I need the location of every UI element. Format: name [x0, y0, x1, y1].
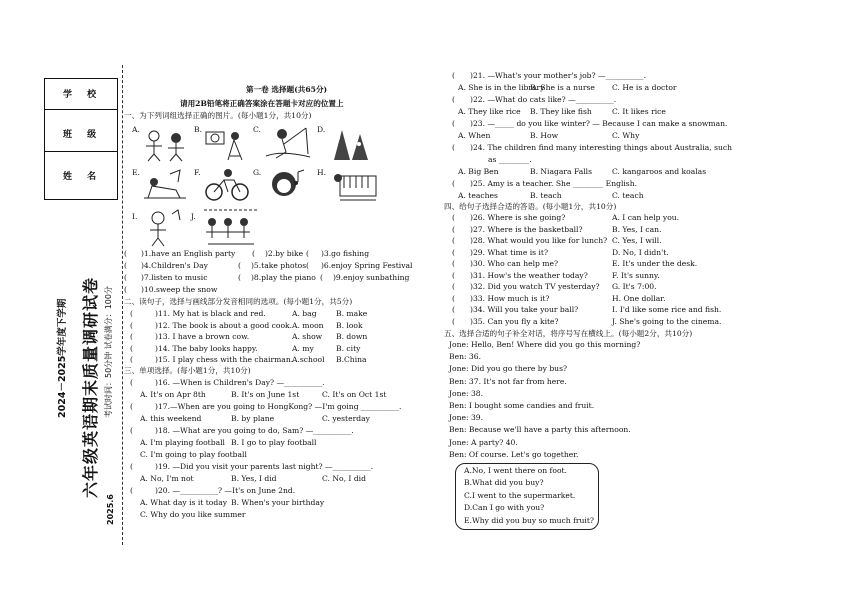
option-a: A. It's on Apr 8th: [140, 390, 206, 399]
option-b: B. They like fish: [530, 107, 592, 116]
option-b: B. look: [336, 320, 363, 330]
answer-option: F. It's sunny.: [612, 270, 660, 280]
question-text: )30. Who can help me?: [470, 259, 559, 268]
option-b: B. She is a nurse: [530, 83, 595, 92]
option-c: C. kangaroos and koalas: [612, 167, 707, 176]
pic-label-d: D.: [317, 125, 326, 134]
question-text-cont: as ________.: [488, 155, 532, 164]
pic-label-a: A.: [132, 125, 140, 134]
answer-paren: (: [130, 355, 133, 364]
pic-label-b: B.: [194, 125, 202, 134]
option-b: B. How: [530, 131, 559, 140]
answer-option: D. No, I didn't.: [612, 247, 669, 257]
answer-paren: (: [452, 259, 455, 268]
box-option: A.No, I went there on foot.: [464, 466, 567, 475]
exam-date: 2025.6: [106, 494, 115, 525]
picture-e-sunbathing: [140, 168, 190, 204]
picture-i-spring-festival: [140, 206, 184, 248]
question-text: )20. —__________? —It's on June 2nd.: [155, 486, 296, 495]
picture-d-snowy-trees: [326, 124, 376, 162]
option-a: A. They like rice: [458, 107, 521, 116]
question-text: )21. —What's your mother's job? —__________.: [470, 71, 647, 80]
option-a: A. I'm playing football: [140, 438, 225, 447]
dialog-line: Ben: Of course. Let's go together.: [449, 449, 579, 459]
option-b: B. by plane: [231, 414, 275, 423]
answer-paren: (: [452, 71, 455, 80]
question-text: )25. Amy is a teacher. She ________ English.: [470, 179, 637, 188]
answer-paren: (: [130, 332, 133, 341]
pic-label-f: F.: [194, 168, 201, 177]
q10-row: ( )10.sweep the snow: [124, 285, 218, 294]
question-text: )29. What time is it?: [470, 247, 549, 257]
option-c: C. I'm going to play football: [140, 450, 247, 459]
pic-label-j: J.: [191, 212, 196, 221]
answer-paren: (: [452, 213, 455, 222]
answer-option: E. It's under the desk.: [612, 259, 698, 268]
dialog-line: Ben: Because we'll have a party this afternoon.: [449, 425, 631, 435]
question-text: )24. The children find many interesting things about Australia, such: [470, 143, 733, 152]
answer-paren: (: [452, 143, 455, 152]
answer-paren: (: [452, 224, 455, 234]
q7-row: ( )7.listen to music: [124, 273, 208, 282]
option-a: A. No, I'm not: [140, 474, 194, 483]
option-a: A.school: [292, 355, 325, 364]
pic-label-h: H.: [317, 168, 327, 177]
option-b: B. make: [336, 309, 368, 318]
q5: ( )5.take photos: [238, 261, 307, 270]
picture-a-snow-sweeping: [140, 126, 190, 162]
answer-option: C. Yes, I will.: [612, 236, 662, 245]
question-text: )17.—When are you going to HongKong? —I'm going __________.: [155, 402, 402, 411]
question-text: )31. How's the weather today?: [470, 270, 588, 280]
q3: ( )3.go fishing: [306, 249, 370, 258]
box-option: B.What did you buy?: [464, 478, 544, 488]
q8: ( )8.play the piano: [238, 273, 316, 282]
class-label: 班 级: [63, 130, 103, 140]
option-b: B. Yes, I did: [231, 474, 277, 483]
question-text: )18. —What are you going to do, Sam? —__________.: [155, 426, 354, 435]
option-b: B. Niagara Falls: [530, 167, 593, 176]
time-score-label: 考试时间：50分钟 试卷满分：100分: [104, 286, 113, 418]
q4-row: ( )4.Children's Day: [124, 261, 208, 270]
part-title: 第一卷 选择题(共65分): [246, 85, 328, 94]
answer-paren: (: [452, 305, 455, 314]
option-c: C. teach: [612, 191, 644, 200]
answer-paren: (: [452, 236, 455, 245]
question-text: )35. Can you fly a kite?: [470, 316, 559, 326]
question-text: )28. What would you like for lunch?: [470, 236, 608, 245]
answer-paren: (: [130, 309, 133, 318]
picture-g-music: [264, 168, 308, 204]
question-text: )22. —What do cats like? —__________.: [470, 95, 617, 104]
box-option: C.I went to the supermarket.: [464, 490, 576, 500]
option-c: C. yesterday: [322, 414, 370, 423]
section-1-title: 一、为下列词组选择正确的图片。(每小题1分，共10分): [124, 111, 312, 120]
pic-label-e: E.: [132, 168, 140, 177]
q6: ( )6.enjoy Spring Festival: [306, 261, 413, 270]
question-text: )33. How much is it?: [470, 293, 550, 303]
question-text: )14. The baby looks happy.: [155, 343, 258, 353]
option-a: A. teaches: [458, 191, 498, 200]
question-text: )34. Will you take your ball?: [470, 305, 579, 314]
answer-paren: (: [452, 95, 455, 104]
section-3-title: 三、单项选择。(每小题1分，共10分): [124, 366, 251, 375]
dialog-line: Jone: Did you go there by bus?: [449, 364, 568, 374]
option-c: C. It's on Oct 1st: [322, 390, 387, 399]
answer-option: I. I'd like some rice and fish.: [612, 305, 722, 314]
answer-paren: (: [130, 320, 133, 330]
answer-option: J. She's going to the cinema.: [612, 316, 722, 326]
option-a: A. moon: [292, 320, 324, 330]
dialog-line: Jone: Hello, Ben! Where did you go this morning?: [449, 340, 641, 349]
answer-paren: (: [130, 486, 133, 495]
option-a: A. bag: [292, 309, 317, 318]
box-option: D.Can I go with you?: [464, 503, 545, 513]
option-c: C. It likes rice: [612, 107, 666, 116]
dialog-line: Ben: 37. It's not far from here.: [449, 376, 567, 386]
option-b: B. It's on June 1st: [231, 390, 300, 399]
question-text: )12. The book is about a good cook.: [155, 320, 293, 330]
q1-row: ( )1.have an English party: [124, 249, 236, 258]
option-a: A. Big Ben: [458, 167, 499, 176]
pic-label-g: G.: [253, 168, 262, 177]
pic-label-i: I.: [132, 212, 138, 221]
picture-f-bike: [204, 168, 250, 202]
answer-paren: (: [452, 293, 455, 303]
answer-option: B. Yes, I can.: [612, 224, 662, 234]
question-text: )19. —Did you visit your parents last night? —__________.: [155, 462, 373, 471]
option-a: A. my: [292, 343, 314, 353]
option-a: A. this weekend: [140, 414, 202, 423]
box-option: E.Why did you buy so much fruit?: [464, 515, 594, 525]
answer-paren: (: [130, 402, 133, 411]
school-label: 学 校: [63, 90, 103, 100]
exam-title: 六年级英语期末质量调研试卷: [81, 276, 100, 498]
option-b: B. When's your birthday: [231, 498, 325, 507]
question-text: )26. Where is she going?: [470, 213, 566, 222]
semester-label: 2024－2025学年度下学期: [57, 298, 68, 418]
answer-paren: (: [452, 282, 455, 291]
answer-paren: (: [452, 270, 455, 280]
answer-option: H. One dollar.: [612, 293, 666, 303]
option-b: B. teach: [530, 191, 562, 200]
option-b: B. city: [336, 343, 361, 353]
picture-c-fishing: [262, 124, 314, 160]
answer-paren: (: [452, 247, 455, 257]
dialog-line: Jone: 39.: [449, 413, 484, 423]
dialog-line: Jone: A party? 40.: [449, 437, 518, 447]
picture-j-party: [198, 204, 264, 248]
picture-h-piano: [330, 166, 380, 206]
option-c: C. Why do you like summer: [140, 510, 246, 519]
option-a: A. She is in the library: [458, 83, 545, 92]
answer-paren: (: [130, 378, 133, 387]
section-2-title: 二、读句子，选择与画线部分发音相同的选项。(每小题1分，共5分): [124, 297, 353, 306]
q9: ( )9.enjoy sunbathing: [320, 273, 410, 282]
student-info-table: [44, 78, 118, 200]
answer-option: A. I can help you.: [612, 213, 680, 222]
binding-line: [122, 65, 123, 545]
question-text: )11. My hat is black and red.: [155, 309, 266, 318]
answer-paren: (: [130, 426, 133, 435]
answer-paren: (: [452, 316, 455, 326]
answer-paren: (: [130, 462, 133, 471]
dialog-line: Ben: 36.: [449, 352, 482, 362]
instruction: 请用2B铅笔将正确答案涂在答题卡对应的位置上: [180, 99, 344, 108]
table-divider: [45, 109, 117, 110]
option-a: A. What day is it today: [140, 498, 228, 507]
option-b: B.China: [336, 355, 367, 364]
question-text: )32. Did you watch TV yesterday?: [470, 282, 600, 291]
option-c: C. No, I did: [322, 474, 366, 483]
q2: ( )2.by bike: [252, 249, 304, 258]
answer-paren: (: [452, 119, 455, 128]
option-c: C. He is a doctor: [612, 83, 677, 92]
table-divider: [45, 151, 117, 152]
section-4-title: 四、给句子选择合适的答语。(每小题1分，共10分): [444, 202, 617, 211]
answer-paren: (: [452, 179, 455, 188]
name-label: 姓 名: [63, 172, 103, 182]
option-a: A. show: [292, 332, 323, 341]
option-b: B. down: [336, 332, 368, 341]
question-text: )13. I have a brown cow.: [155, 332, 250, 341]
question-text: )23. —_____ do you like winter? — Because I can make a snowman.: [470, 119, 728, 128]
option-a: A. When: [458, 131, 491, 140]
option-b: B. I go to play football: [231, 438, 317, 447]
section-5-title: 五、选择合适的句子补全对话，将序号写在横线上。(每小题2分，共10分): [444, 329, 693, 338]
option-c: C. Why: [612, 131, 640, 140]
dialog-line: Ben: I bought some candies and fruit.: [449, 401, 595, 410]
answer-option: G. It's 7:00.: [612, 282, 657, 291]
picture-b-camera: [202, 126, 250, 162]
pic-label-c: C.: [253, 125, 261, 134]
question-text: )16. —When is Children's Day? —__________.: [155, 378, 325, 387]
dialog-line: Jone: 38.: [449, 388, 484, 398]
answer-paren: (: [130, 343, 133, 353]
question-text: )15. I play chess with the chairman.: [155, 355, 294, 364]
question-text: )27. Where is the basketball?: [470, 224, 583, 234]
